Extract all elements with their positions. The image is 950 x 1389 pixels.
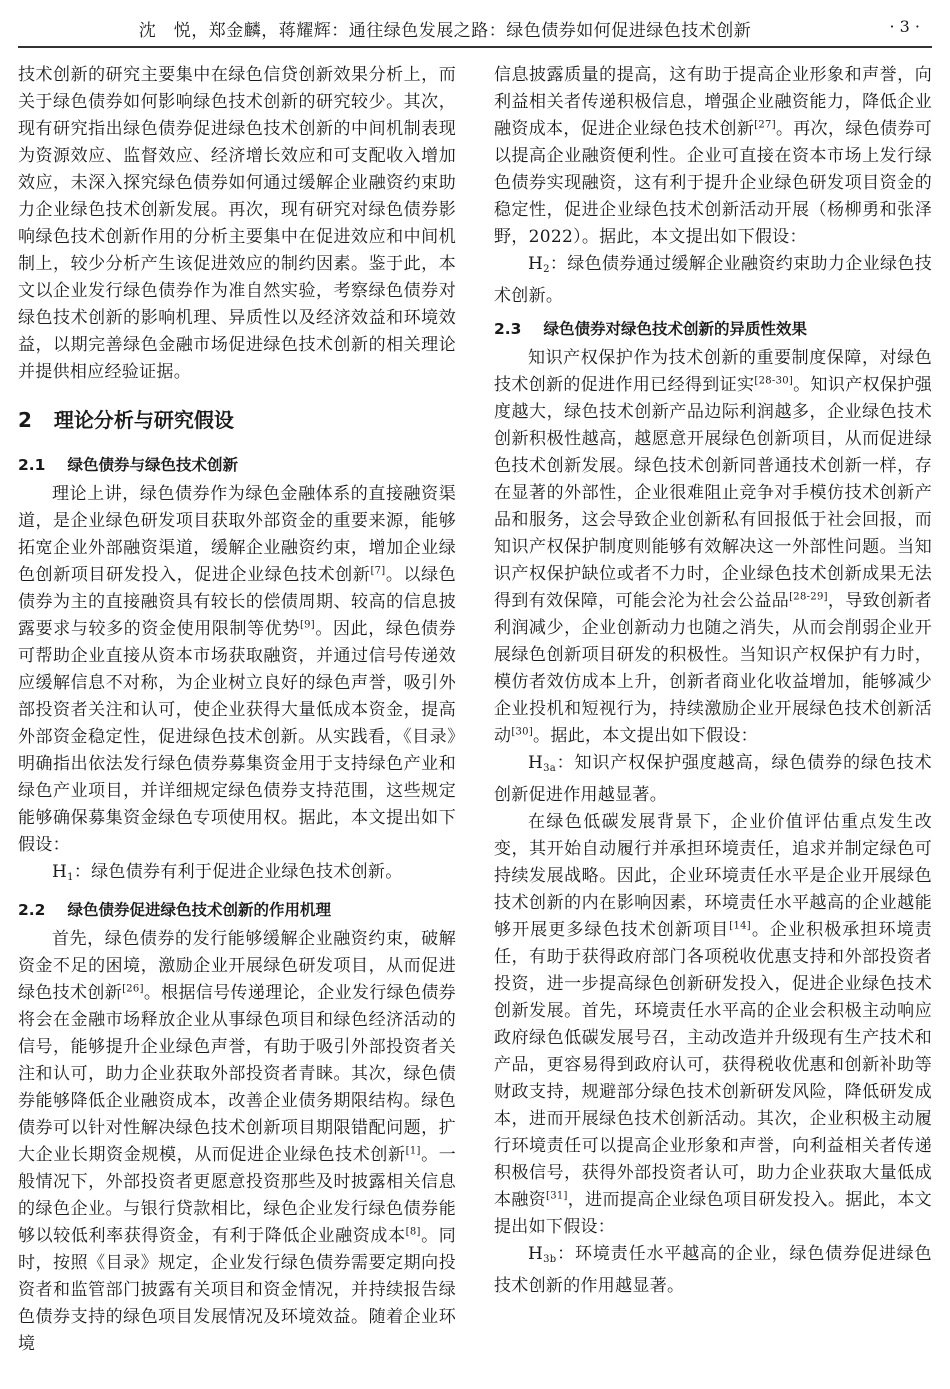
subsection-heading-2-3 <box>494 316 932 343</box>
citation-ref: [30] <box>511 726 534 738</box>
paragraph-text: ，导致创新者利润减少，企业创新动力也随之消失，从而会削弱企业开展绿色创新项目研发的积极性。当知识产权保护有力时，模仿者效仿成本上升，创新者商业化收益增加，能够减少企业投机和短视行为，持续激励企业开展绿色技术创新活动 <box>494 591 932 746</box>
hypothesis-h3a <box>494 750 932 809</box>
hypothesis-subscript: 3a <box>543 763 557 774</box>
section-heading-2 <box>18 406 456 434</box>
paragraph-text: 。一般情况下，外部投资者更愿意投资那些及时披露相关信息的绿色企业。与银行贷款相比，绿色企业发行绿色债券能够以较低利率获得资金，有利于降低企业融资成本 <box>18 1145 456 1246</box>
page-number: · 3 · <box>889 17 920 36</box>
paragraph-text: 知识产权保护作为技术创新的重要制度保障，对绿色技术创新的促进作用已经得到证实 <box>494 348 932 395</box>
paragraph-text: 。据此，本文提出如下假设： <box>533 726 758 746</box>
citation-ref: [7] <box>370 565 386 577</box>
subsection-number: 2.3 <box>494 320 522 338</box>
hypothesis-label: H <box>528 1244 544 1264</box>
subsection-heading-2-2 <box>18 897 456 924</box>
subsection-title: 绿色债券对绿色技术创新的异质性效果 <box>543 320 807 338</box>
left-column <box>18 62 456 1381</box>
paragraph-2-2-continued <box>494 62 932 251</box>
hypothesis-h1 <box>18 859 456 891</box>
citation-ref: [14] <box>729 920 752 932</box>
paragraph-2-2 <box>18 926 456 1358</box>
hypothesis-subscript: 3b <box>543 1254 557 1265</box>
hypothesis-h2 <box>494 251 932 310</box>
section-title: 理论分析与研究假设 <box>53 408 234 432</box>
paragraph-text: 。企业积极承担环境责任，有助于获得政府部门各项税收优惠支持和外部投资者投资，进一步提高绿色创新研发投入，促进企业绿色技术创新发展。首先，环境责任水平高的企业会积极主动响应政府绿色低碳发展号召，主动改造并升级现有生产技术和产品，更容易得到政府认可，获得税收优惠和创新补助等财政支持，规避部分绿色技术创新研发风险，降低研发成本，进而开展绿色技术创新活动。其次，企业积极主动履行环境责任可以提高企业形象和声誉，向利益相关者传递积极信号，获得外部投资者认可，助力企业获取大量低成本融资 <box>494 920 932 1210</box>
running-header <box>18 8 932 48</box>
running-title: 沈 悦，郑金麟，蒋耀辉：通往绿色发展之路：绿色债券如何促进绿色技术创新 <box>138 21 752 41</box>
subsection-title: 绿色债券与绿色技术创新 <box>67 456 238 474</box>
hypothesis-text: ：知识产权保护强度越高，绿色债券的绿色技术创新促进作用越显著。 <box>494 753 932 805</box>
paragraph-text: 。知识产权保护强度越大，绿色技术创新产品边际利润越多，企业绿色技术创新积极性越高，越愿意开展绿色创新项目，从而促进绿色技术创新发展。绿色技术创新同普通技术创新一样，存在显著的外部性，企业很难阻止竞争对手模仿技术创新产品和服务，这会导致企业创新私有回报低于社会回报，而知识产权保护制度则能够有效解决这一外部性问题。当知识产权保护缺位或者不力时，企业绿色技术创新成果无法得到有效保障，可能会沦为社会公益品 <box>494 375 932 611</box>
paragraph-text: 在绿色低碳发展背景下，企业价值评估重点发生改变，其开始自动履行并承担环境责任，追求并制定绿色可持续发展战略。因此，企业环境责任水平是企业开展绿色技术创新的内在影响因素，环境责任水平越高的企业越能够开展更多绿色技术创新项目 <box>494 812 932 940</box>
hypothesis-text: ：环境责任水平越高的企业，绿色债券促进绿色技术创新的作用越显著。 <box>494 1244 932 1296</box>
paragraph-2-3-b <box>494 809 932 1241</box>
hypothesis-text: ：绿色债券有利于促进企业绿色技术创新。 <box>73 862 403 882</box>
citation-ref: [28-29] <box>789 591 828 603</box>
paragraph-text: 。再次，绿色债券可以提高企业融资便利性。企业可直接在资本市场上发行绿色债券实现融资，这有利于提升企业绿色研发项目资金的稳定性，促进企业绿色技术创新活动开展（杨柳勇和张泽野，2022）。据此，本文提出如下假设： <box>494 119 932 247</box>
citation-ref: [8] <box>405 1226 421 1238</box>
citation-ref: [9] <box>299 619 316 631</box>
paragraph-text: 。同时，按照《目录》规定，企业发行绿色债券需要定期向投资者和监管部门披露有关项目和资金情况，并持续报告绿色债券支持的绿色项目发展情况及环境效益。随着企业环境 <box>18 1226 456 1354</box>
hypothesis-label: H <box>528 753 544 773</box>
hypothesis-subscript: 1 <box>67 872 74 883</box>
subsection-number: 2.1 <box>18 456 46 474</box>
hypothesis-subscript: 2 <box>543 264 550 275</box>
paragraph-text: 。以绿色债券为主的直接融资具有较长的偿债周期、较高的信息披露要求与较多的资金使用限制等优势 <box>18 565 456 639</box>
paragraph-text: 技术创新的研究主要集中在绿色信贷创新效果分析上，而关于绿色债券如何影响绿色技术创新的研究较少。其次，现有研究指出绿色债券促进绿色技术创新的中间机制表现为资源效应、监督效应、经济增长效应和可支配收入增加效应，未深入探究绿色债券如何通过缓解企业融资约束助力企业绿色技术创新发展。再次，现有研究对绿色债券影响绿色技术创新作用的分析主要集中在促进效应和中间机制上，较少分析产生该促进效应的制约因素。鉴于此，本文以企业发行绿色债券作为准自然实验，考察绿色债券对绿色技术创新的影响机理、异质性以及经济效益和环境效益，以期完善绿色金融市场促进绿色技术创新的相关理论并提供相应经验证据。 <box>18 65 456 382</box>
hypothesis-label: H <box>528 254 544 274</box>
paragraph-2-3-a <box>494 345 932 750</box>
hypothesis-text: ：绿色债券通过缓解企业融资约束助力企业绿色技术创新。 <box>494 254 932 306</box>
hypothesis-label: H <box>52 862 68 882</box>
citation-ref: [26] <box>122 983 144 995</box>
subsection-heading-2-1 <box>18 452 456 479</box>
paragraph-text: 理论上讲，绿色债券作为绿色金融体系的直接融资渠道，是企业绿色研发项目获取外部资金的重要来源，能够拓宽企业外部融资渠道，缓解企业融资约束，增加企业绿色创新项目研发投入，促进企业绿色技术创新 <box>18 484 456 585</box>
paragraph-text: 。因此，绿色债券可帮助企业直接从资本市场获取融资，并通过信号传递效应缓解信息不对称，为企业树立良好的绿色声誉，吸引外部投资者关注和认可，使企业获得大量低成本资金，提高外部资金稳定性，促进绿色技术创新。从实践看，《目录》明确指出依法发行绿色债券募集资金用于支持绿色产业和绿色产业项目，并详细规定绿色债券支持范围，这些规定能够确保募集资金绿色专项使用权。据此，本文提出如下假设： <box>18 619 456 855</box>
intro-paragraph-continued <box>18 62 456 386</box>
citation-ref: [28-30] <box>754 375 794 387</box>
paragraph-text: 首先，绿色债券的发行能够缓解企业融资约束，破解资金不足的困境，激励企业开展绿色研发项目，从而促进绿色技术创新 <box>18 929 456 1003</box>
paragraph-text: 信息披露质量的提高，这有助于提高企业形象和声誉，向利益相关者传递积极信息，增强企业融资能力，降低企业融资成本，促进企业绿色技术创新 <box>494 65 932 139</box>
citation-ref: [27] <box>754 119 776 131</box>
hypothesis-h3b <box>494 1241 932 1300</box>
paragraph-2-1 <box>18 481 456 859</box>
citation-ref: [31] <box>546 1190 568 1202</box>
right-column <box>494 62 932 1381</box>
paragraph-text: 。根据信号传递理论，企业发行绿色债券将会在金融市场释放企业从事绿色项目和绿色经济活动的信号，能够提升企业绿色声誉，有助于吸引外部投资者关注和认可，助力企业获取外部投资者青睐。其次，绿色债券能够降低企业融资成本，改善企业债务期限结构。绿色债券可以针对性解决绿色技术创新项目期限错配问题，扩大企业长期资金规模，从而促进企业绿色技术创新 <box>18 983 456 1165</box>
subsection-number: 2.2 <box>18 901 46 919</box>
citation-ref: [1] <box>405 1145 421 1157</box>
subsection-title: 绿色债券促进绿色技术创新的作用机理 <box>67 901 331 919</box>
paragraph-text: ，进而提高企业绿色项目研发投入。据此，本文提出如下假设： <box>494 1190 932 1237</box>
section-number: 2 <box>18 408 32 432</box>
